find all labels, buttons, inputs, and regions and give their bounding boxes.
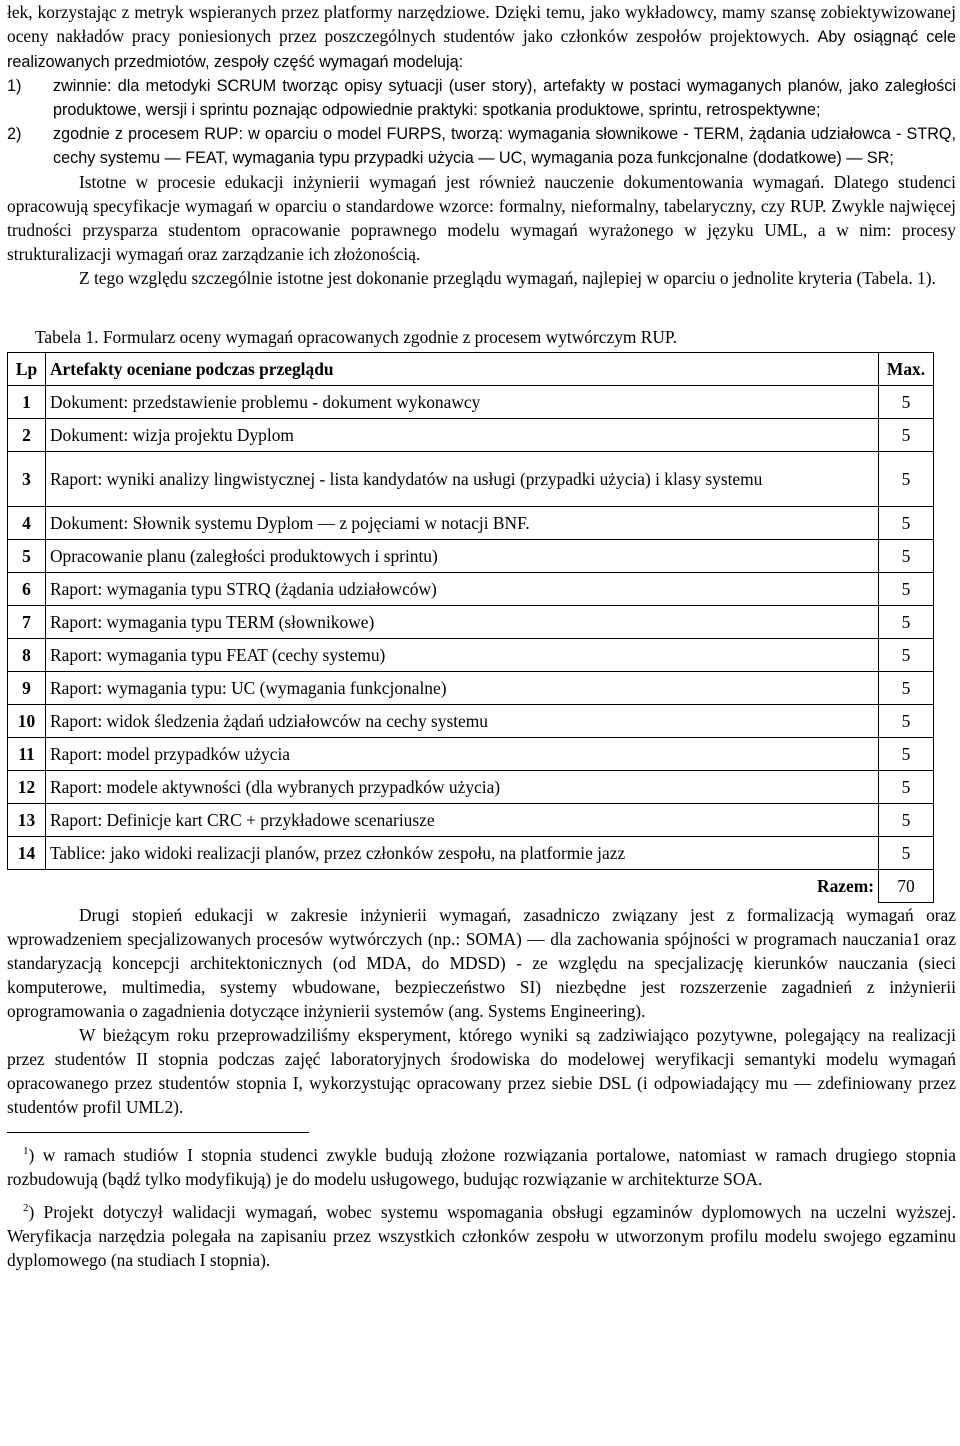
paragraph-review: Z tego względu szczególnie istotne jest dokonanie przeglądu wymagań, najlepiej w oparciu o jednolite kryteria (Tabela. 1).	[79, 268, 936, 288]
cell-lp: 14	[8, 837, 46, 870]
cell-max: 5	[879, 573, 934, 606]
cell-artifact: Opracowanie planu (zaległości produktowych i sprintu)	[46, 540, 879, 573]
table-row	[8, 386, 934, 419]
table-row	[8, 771, 934, 804]
cell-max: 5	[879, 386, 934, 419]
list-item	[7, 122, 956, 170]
cell-max: 5	[879, 771, 934, 804]
total-value: 70	[879, 870, 934, 903]
table-row	[8, 606, 934, 639]
footnotes	[7, 1143, 956, 1272]
table-header-row	[8, 353, 934, 386]
table-row	[8, 419, 934, 452]
paragraph-intro-sans: Aby osiągnąć cele realizowanych przedmiotów, zespoły część wymagań modelują:	[7, 28, 956, 71]
cell-artifact: Dokument: Słownik systemu Dyplom — z pojęciami w notacji BNF.	[46, 507, 879, 540]
cell-artifact: Raport: wymagania typu TERM (słownikowe)	[46, 606, 879, 639]
table-row	[8, 452, 934, 507]
cell-max: 5	[879, 507, 934, 540]
cell-artifact: Raport: wymagania typu FEAT (cechy systemu)	[46, 639, 879, 672]
requirements-evaluation-table	[7, 352, 934, 903]
table-row	[8, 507, 934, 540]
list-item-number: 1)	[7, 77, 22, 95]
list-item-number: 2)	[7, 125, 22, 143]
header-artifact: Artefakty oceniane podczas przeglądu	[46, 353, 879, 386]
cell-max: 5	[879, 606, 934, 639]
cell-lp: 13	[8, 804, 46, 837]
list-item-text: zgodnie z procesem RUP: w oparciu o model FURPS, tworzą: wymagania słownikowe - TERM, żądania udziałowca - STRQ, cechy systemu — FEAT, wymagania typu przypadki użycia — UC, wymagania poza funkcjonalne (dodatkowe) — SR;	[53, 125, 956, 167]
paragraph-documentation: Istotne w procesie edukacji inżynierii wymagań jest również nauczenie dokumentowania wymagań. Dlatego studenci opracowują specyfikacje wymagań w oparciu o standardowe wzorce: formalny, nieformalny, tabelaryczny, czy RUP. Zwykle najwięcej trudności przysparza studentom opracowanie poprawnego modelu wymagań wyrażonego w języku UML, a w nim: procesy strukturalizacji wymagań oraz zarządzanie ich złożonością.	[7, 172, 956, 264]
cell-lp: 9	[8, 672, 46, 705]
header-lp: Lp	[8, 353, 46, 386]
table-row	[8, 738, 934, 771]
paragraph-intro	[7, 0, 956, 74]
cell-lp: 12	[8, 771, 46, 804]
total-blank	[8, 870, 46, 903]
cell-max: 5	[879, 738, 934, 771]
total-label: Razem:	[817, 876, 874, 897]
cell-max: 5	[879, 540, 934, 573]
cell-lp: 5	[8, 540, 46, 573]
cell-max: 5	[879, 705, 934, 738]
paragraph-intro-text: łek, korzystając z metryk wspieranych przez platformy narzędziowe. Dzięki temu, jako wykładowcy, mamy szansę zobiektywizowanej oceny nakładów pracy poniesionych przez poszczególnych studentów jako członków zespołów projektowych.	[7, 2, 956, 46]
footnote-mark: 2	[23, 1202, 29, 1215]
cell-artifact: Tablice: jako widoki realizacji planów, przez członków zespołu, na platformie jazz	[46, 837, 879, 870]
table-row	[8, 639, 934, 672]
header-max: Max.	[879, 353, 934, 386]
cell-artifact: Dokument: wizja projektu Dyplom	[46, 419, 879, 452]
list-item	[7, 74, 956, 122]
cell-lp: 8	[8, 639, 46, 672]
table-row	[8, 804, 934, 837]
cell-lp: 4	[8, 507, 46, 540]
cell-artifact: Raport: Definicje kart CRC + przykładowe scenariusze	[46, 804, 879, 837]
cell-max: 5	[879, 672, 934, 705]
cell-max: 5	[879, 452, 934, 507]
table-caption: Tabela 1. Formularz oceny wymagań opracowanych zgodnie z procesem wytwórczym RUP.	[35, 327, 678, 347]
cell-lp: 3	[8, 452, 46, 507]
cell-lp: 11	[8, 738, 46, 771]
table-total-row	[8, 870, 934, 903]
table-row	[8, 540, 934, 573]
cell-artifact: Raport: wymagania typu: UC (wymagania funkcjonalne)	[46, 672, 879, 705]
cell-max: 5	[879, 639, 934, 672]
cell-lp: 1	[8, 386, 46, 419]
cell-max: 5	[879, 837, 934, 870]
table-row	[8, 573, 934, 606]
footnote-paren: )	[28, 1202, 35, 1222]
cell-artifact: Raport: wymagania typu STRQ (żądania udziałowców)	[46, 573, 879, 606]
cell-lp: 7	[8, 606, 46, 639]
footnote	[7, 1200, 956, 1272]
footnote	[7, 1143, 956, 1191]
table-row	[8, 672, 934, 705]
table-row	[8, 705, 934, 738]
footnote-text: Projekt dotyczył walidacji wymagań, wobec systemu wspomagania obsługi egzaminów dyplomowych na uczelni wyższej. Weryfikacja narzędzia polegała na zapisaniu przez wszystkich członków zespołu w utworzonym profilu modelu swojego egzaminu dyplomowego (na studiach I stopnia).	[7, 1202, 956, 1270]
paragraph-experiment: W bieżącym roku przeprowadziliśmy eksperyment, którego wyniki są zadziwiająco pozytywne, polegający na realizacji przez studentów II stopnia podczas zajęć laboratoryjnych środowiska do modelowej weryfikacji semantyki modelu wymagań opracowanego przez studentów stopnia I, wykorzystując opracowany przez siebie DSL (i odpowiadający mu — zdefiniowany przez studentów profil UML2).	[7, 1025, 956, 1117]
paragraph-second-degree: Drugi stopień edukacji w zakresie inżynierii wymagań, zasadniczo związany jest z formalizacją wymagań oraz wprowadzeniem specjalizowanych procesów wytwórczych (np.: SOMA) — dla zachowania spójności w programach nauczania1 oraz standaryzacją koncepcji architektonicznych (od MDA, do MDSD) - ze względu na specjalizację kierunków nauczania (sieci komputerowe, multimedia, systemy wbudowane, bezpieczeństwo SI) niezbędne jest rozszerzenie zagadnień z inżynierii oprogramowania o zagadnienia dotyczące inżynierii systemów (ang. Systems Engineering).	[7, 905, 956, 1021]
cell-artifact: Raport: wyniki analizy lingwistycznej - lista kandydatów na usługi (przypadki użycia) i klasy systemu	[46, 452, 879, 507]
cell-artifact: Dokument: przedstawienie problemu - dokument wykonawcy	[46, 386, 879, 419]
list-item-text: zwinnie: dla metodyki SCRUM tworząc opisy sytuacji (user story), artefakty w postaci wymaganych planów, jako zaległości produktowe, wersji i sprintu poznając odpowiednie praktyki: spotkania produktowe, sprintu, retrospektywne;	[53, 77, 956, 119]
cell-lp: 6	[8, 573, 46, 606]
modeling-list	[7, 74, 956, 170]
cell-max: 5	[879, 804, 934, 837]
footnote-mark: 1	[23, 1145, 29, 1158]
cell-lp: 2	[8, 419, 46, 452]
cell-max: 5	[879, 419, 934, 452]
footnote-separator	[7, 1132, 309, 1133]
footnote-text: w ramach studiów I stopnia studenci zwykle budują złożone rozwiązania portalowe, natomiast w ramach drugiego stopnia rozbudowują (bądź tylko modyfikują) je do modelu usługowego, budując rozwiązanie w architekturze SOA.	[7, 1145, 956, 1189]
cell-artifact: Raport: widok śledzenia żądań udziałowców na cechy systemu	[46, 705, 879, 738]
cell-artifact: Raport: modele aktywności (dla wybranych przypadków użycia)	[46, 771, 879, 804]
footnote-paren: )	[28, 1145, 35, 1165]
table-row	[8, 837, 934, 870]
cell-lp: 10	[8, 705, 46, 738]
cell-artifact: Raport: model przypadków użycia	[46, 738, 879, 771]
